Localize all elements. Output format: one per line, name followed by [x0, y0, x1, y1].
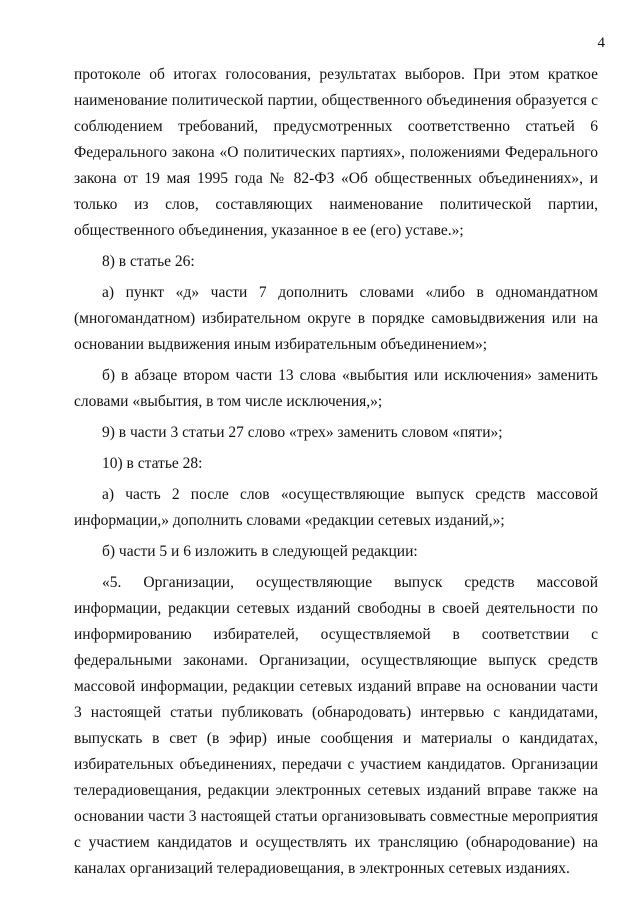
paragraph-item-10: 10) в статье 28:	[102, 455, 203, 472]
paragraph-part-5: «5. Организации, осуществляющие выпуск средств массовой информации, редакции сетевых изданий свободны в своей деятельности по информированию избирателей, осуществляемой в соответствии с федеральными законами. Организации, осуществляющие выпуск средств массовой информации, редакции сетевых изданий вправе на основании части 3 настоящей статьи публиковать (обнародовать) интервью с кандидатами, выпускать в свет (в эфир) иные сообщения и материалы о кандидатах, избирательных объединениях, передачи с участием кандидатов. Организации телерадиовещания, редакции электронных сетевых изданий вправе также на основании части 3 настоящей статьи организовывать совместные мероприятия с участием кандидатов и осуществлять их трансляцию (обнародование) на каналах организаций телерадиовещания, в электронных сетевых изданиях.	[74, 574, 598, 877]
paragraph-item-10b: б) части 5 и 6 изложить в следующей редакции:	[102, 543, 418, 560]
paragraph-item-9: 9) в части 3 статьи 27 слово «трех» заменить словом «пяти»;	[102, 424, 503, 441]
paragraph-continuation: протоколе об итогах голосования, результатах выборов. При этом краткое наименование политической партии, общественного объединения образуется с соблюдением требований, предусмотренных соответственно статьей 6 Федерального закона «О политических партиях», положениями Федерального закона от 19 мая 1995 года № 82-ФЗ «Об общественных объединениях», и только из слов, составляющих наименование политической партии, общественного объединения, указанное в ее (его) уставе.»;	[74, 66, 598, 239]
document-body	[74, 62, 598, 882]
paragraph-item-8: 8) в статье 26:	[102, 253, 195, 270]
paragraph-item-8b: б) в абзаце втором части 13 слова «выбытия или исключения» заменить словами «выбытия, в том числе исключения,»;	[74, 367, 598, 410]
paragraph-item-10a: а) часть 2 после слов «осуществляющие выпуск средств массовой информации,» дополнить словами «редакции сетевых изданий,»;	[74, 486, 598, 529]
page-number: 4	[597, 35, 605, 51]
paragraph-item-8a: а) пункт «д» части 7 дополнить словами «либо в одномандатном (многомандатном) избирательном округе в порядке самовыдвижения или на основании выдвижения иным избирательным объединением»;	[74, 284, 598, 353]
